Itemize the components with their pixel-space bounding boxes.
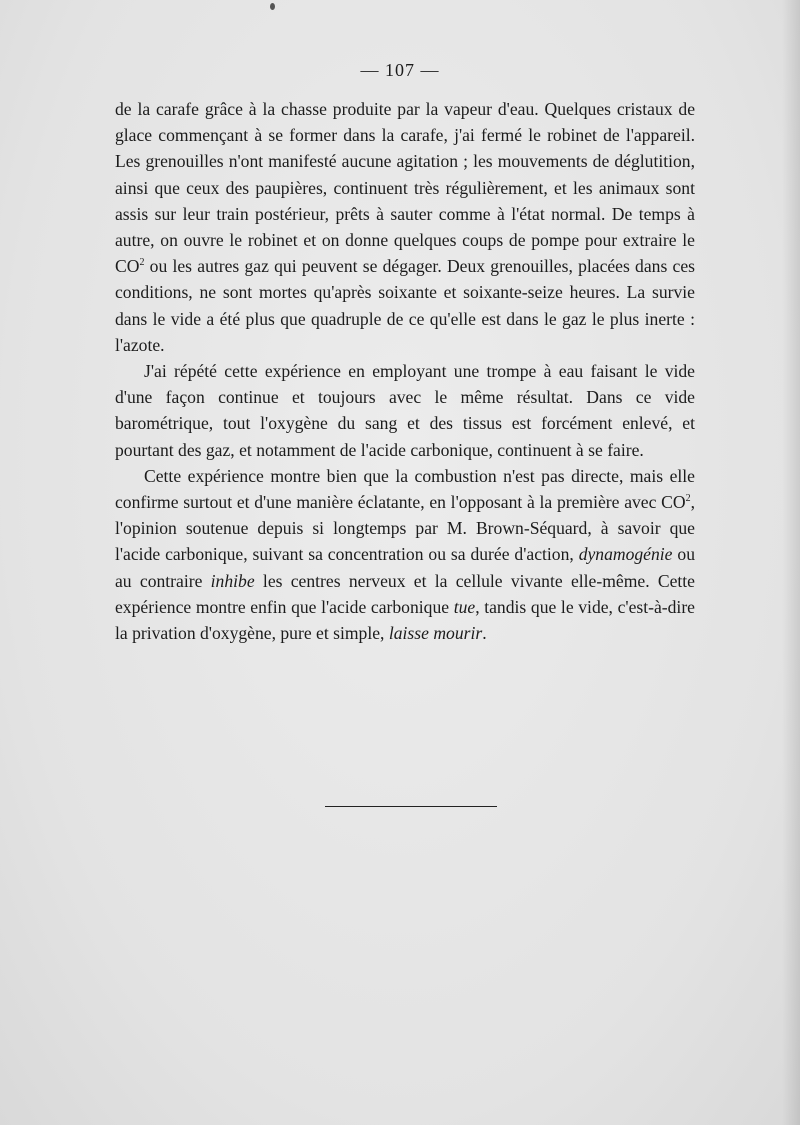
italic-term: dynamogénie: [578, 544, 673, 565]
italic-term: tue: [453, 596, 476, 617]
page-edge-shadow: [782, 0, 800, 1125]
text-run: ou au contraire: [115, 544, 695, 591]
superscript: 2: [139, 257, 145, 269]
paragraph-3: [115, 463, 695, 646]
superscript: 2: [685, 493, 691, 505]
paragraph-2: [115, 358, 695, 463]
text-run: , l'opinion soutenue depuis si longtemps par M. Brown-Séquard, à savoir que l'acide carbonique, suivant sa concentration ou sa durée d'action,: [115, 492, 695, 565]
text-run: les centres nerveux et la cellule vivante elle-même. Cette expérience montre enfin que l'acide carbonique: [115, 570, 695, 617]
ink-speck: [270, 3, 275, 10]
text-run: .: [482, 623, 487, 644]
text-run: de la carafe grâce à la chasse produite par la vapeur d'eau. Quelques cristaux de glace commençant à se former dans la carafe, j'ai fermé le robinet de l'appareil. Les grenouilles n'ont manifesté aucune agitation ; les mouvements de déglutition, ainsi que ceux des paupières, continuent très régulièrement, et les animaux sont assis sur leur train postérieur, prêts à sauter comme à l'état normal. De temps à autre, on ouvre le robinet et on donne quelques coups de pompe pour extraire le CO: [115, 99, 695, 277]
section-end-rule: [325, 806, 497, 807]
paragraph-1: [115, 96, 695, 358]
italic-term: laisse mourir: [388, 623, 483, 644]
text-run: Cette expérience montre bien que la combustion n'est pas directe, mais elle confirme surtout et d'une manière éclatante, en l'opposant à la première avec CO: [115, 465, 695, 513]
text-run: J'ai répété cette expérience en employant une trompe à eau faisant le vide d'une façon continue et toujours avec le même résultat. Dans ce vide barométrique, tout l'oxygène du sang et des tissus est forcément enlevé, et pourtant des gaz, et notamment de l'acide carbonique, continuent à se faire.: [115, 361, 695, 460]
italic-term: inhibe: [210, 570, 255, 591]
page-number: — 107 —: [360, 60, 440, 80]
body-text: [115, 96, 695, 646]
text-run: ou les autres gaz qui peuvent se dégager. Deux grenouilles, placées dans ces conditions, ne sont mortes qu'après soixante et soixante-seize heures. La survie dans le vide a été plus que quadruple de ce qu'elle est dans le gaz le plus inerte : l'azote.: [115, 256, 695, 355]
text-run: , tandis que le vide, c'est-à-dire la privation d'oxygène, pure et simple,: [115, 596, 695, 644]
